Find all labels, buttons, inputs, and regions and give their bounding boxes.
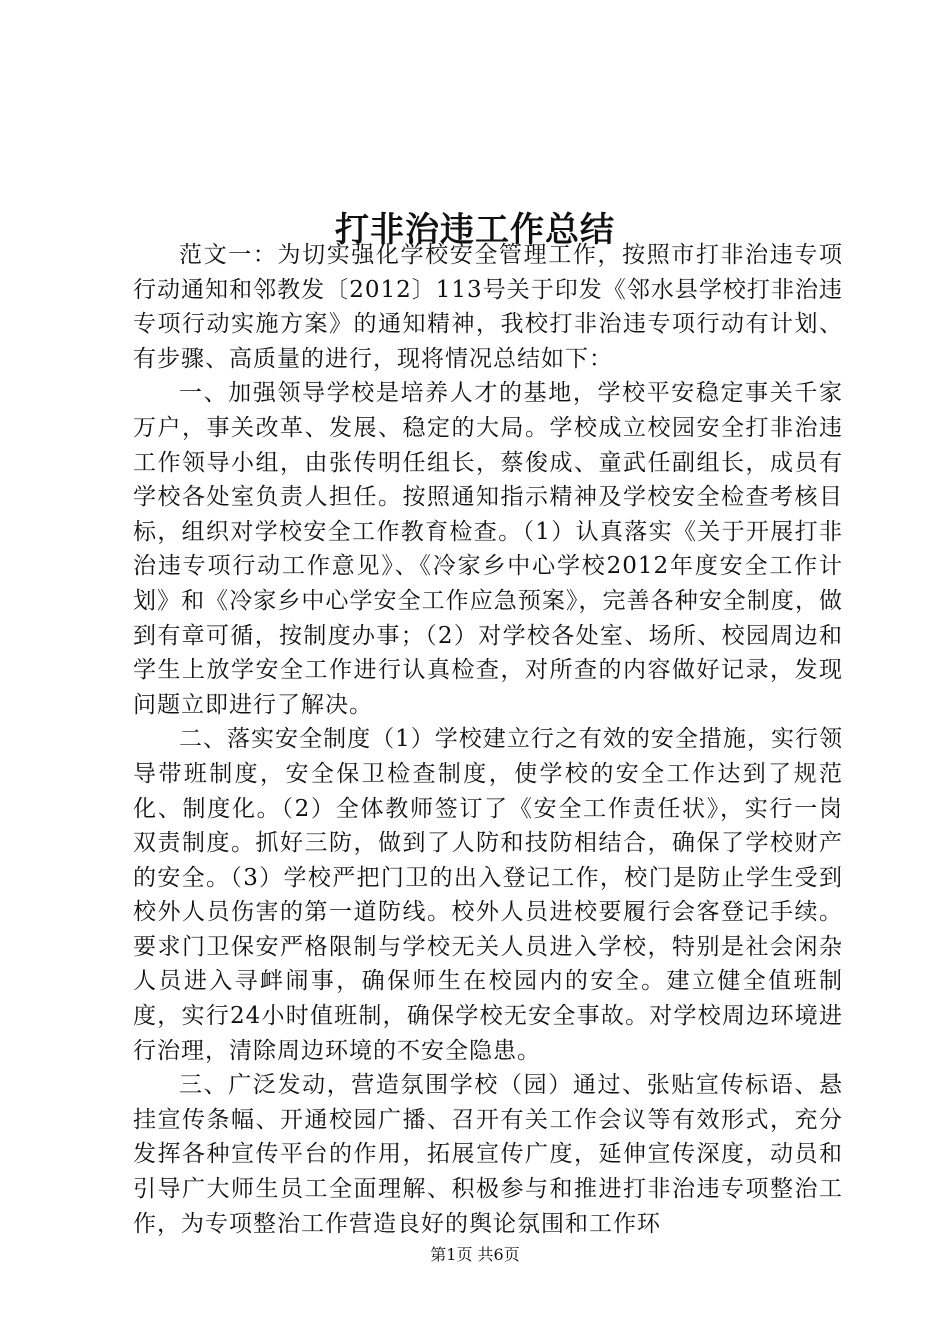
paragraph-section-3: 三、广泛发动，营造氛围学校（园）通过、张贴宣传标语、悬挂宣传条幅、开通校园广播、召开有关工作会议等有效形式，充分发挥各种宣传平台的作用，拓展宣传广度，延伸宣传深度，动员和引导广大师生员工全面理解、积极参与和推进打非治违专项整治工作，为专项整治工作营造良好的舆论氛围和工作环 xyxy=(133,1072,843,1237)
paragraph-section-1: 一、加强领导学校是培养人才的基地，学校平安稳定事关千家万户，事关改革、发展、稳定的大局。学校成立校园安全打非治违工作领导小组，由张传明任组长，蔡俊成、童武任副组长，成员有学校各处室负责人担任。按照通知指示精神及学校安全检查考核目标，组织对学校安全工作教育检查。（1）认真落实《关于开展打非治违专项行动工作意见》、《冷家乡中心学校2012年度安全工作计划》和《冷家乡中心学安全工作应急预案》，完善各种安全制度，做到有章可循，按制度办事；（2）对学校各处室、场所、校园周边和学生上放学安全工作进行认真检查，对所查的内容做好记录，发现问题立即进行了解决。 xyxy=(133,380,843,718)
paragraph-section-2: 二、落实安全制度（1）学校建立行之有效的安全措施，实行领导带班制度，安全保卫检查制度，使学校的安全工作达到了规范化、制度化。（2）全体教师签订了《安全工作责任状》，实行一岗双责制度。抓好三防，做到了人防和技防相结合，确保了学校财产的安全。（3）学校严把门卫的出入登记工作，校门是防止学生受到校外人员伤害的第一道防线。校外人员进校要履行会客登记手续。要求门卫保安严格限制与学校无关人员进入学校，特别是社会闲杂人员进入寻衅闹事，确保师生在校园内的安全。建立健全值班制度，实行24小时值班制，确保学校无安全事故。对学校周边环境进行治理，清除周边环境的不安全隐患。 xyxy=(133,726,843,1064)
page-footer: 第1页 共6页 xyxy=(430,1245,520,1264)
paragraph-intro: 范文一：为切实强化学校安全管理工作，按照市打非治违专项行动通知和邻教发〔2012〕113号关于印发《邻水县学校打非治违专项行动实施方案》的通知精神，我校打非治违专项行动有计划、有步骤、高质量的进行，现将情况总结如下： xyxy=(133,242,843,372)
document-body xyxy=(133,238,843,1241)
document-title: 打非治违工作总结 xyxy=(335,209,615,250)
